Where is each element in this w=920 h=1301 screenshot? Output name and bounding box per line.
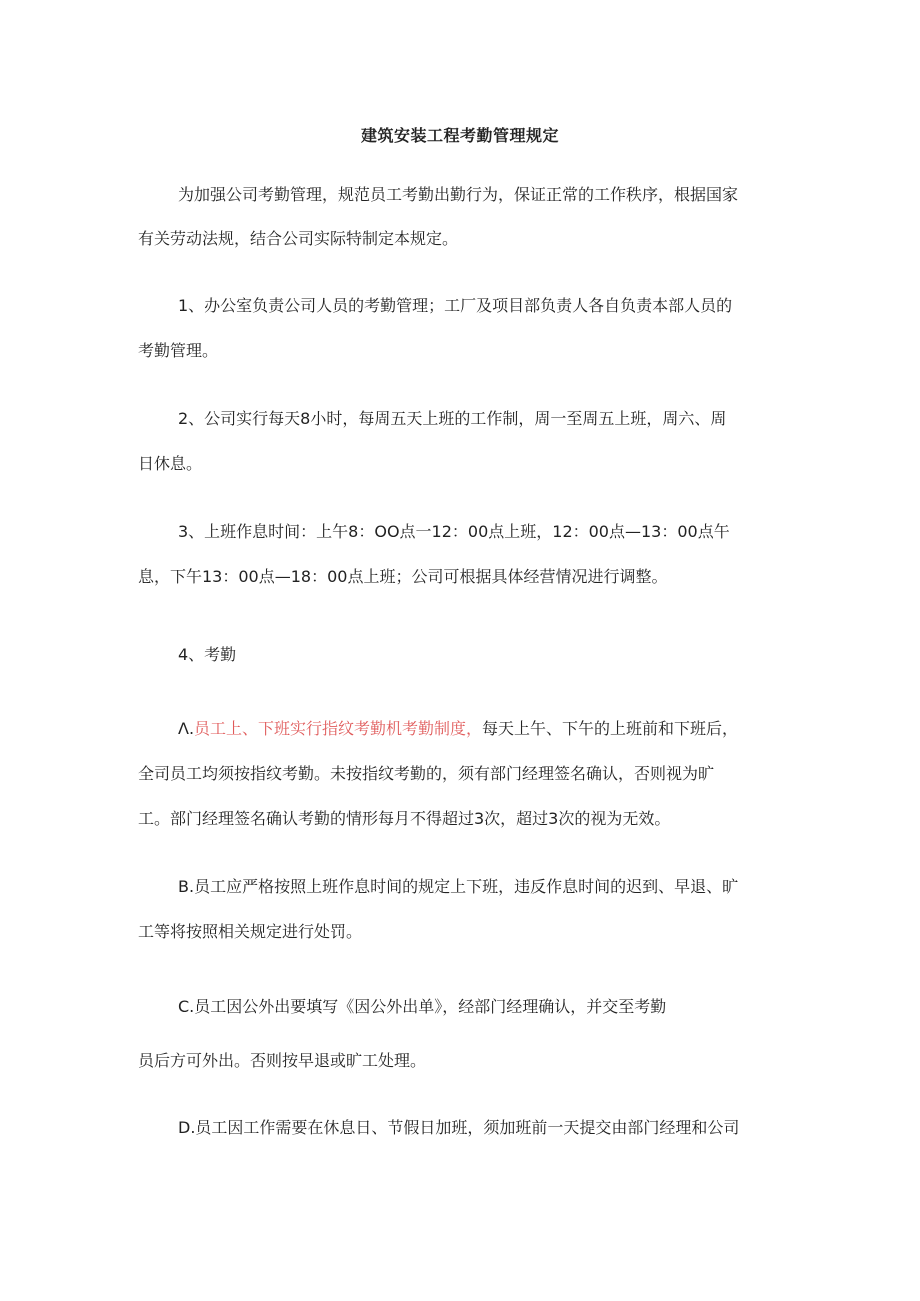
item-2-line-2: 日休息。	[138, 454, 203, 473]
item-b-line-1: B.员工应严格按照上班作息时间的规定上下班，违反作息时间的迟到、早退、旷	[178, 877, 739, 896]
item-c-line-1: C.员工因公外出要填写《因公外出单》，经部门经理确认，并交至考勤	[178, 997, 667, 1016]
item-a-line-1	[178, 719, 738, 739]
item-a-prefix: Λ.	[178, 719, 195, 738]
item-a-rest: 每天上午、下午的上班前和下班后，	[482, 719, 739, 738]
intro-line-2: 有关劳动法规，结合公司实际特制定本规定。	[138, 229, 459, 248]
document-title: 建筑安装工程考勤管理规定	[360, 126, 559, 145]
item-3-line-2: 息，下午13：00点—18：00点上班；公司可根据具体经营情况进行调整。	[138, 567, 668, 586]
item-d-line-1: D.员工因工作需要在休息日、节假日加班，须加班前一天提交由部门经理和公司	[178, 1118, 740, 1137]
item-b-line-2: 工等将按照相关规定进行处罚。	[138, 922, 363, 941]
item-3-line-1: 3、上班作息时间：上午8：OO点一12：00点上班，12：00点—13：00点午	[178, 522, 730, 541]
item-4-heading: 4、考勤	[178, 645, 237, 664]
item-a-highlight: 员工上、下班实行指纹考勤机考勤制度，	[194, 719, 483, 738]
item-1-line-1: 1、办公室负责公司人员的考勤管理；工厂及项目部负责人各自负责本部人员的	[178, 296, 733, 315]
intro-line-1: 为加强公司考勤管理，规范员工考勤出勤行为，保证正常的工作秩序，根据国家	[178, 185, 739, 204]
item-1-line-2: 考勤管理。	[138, 341, 219, 360]
item-a-line-2: 全司员工均须按指纹考勤。未按指纹考勤的，须有部门经理签名确认，否则视为旷	[138, 764, 715, 783]
item-2-line-1: 2、公司实行每天8小时，每周五天上班的工作制，周一至周五上班，周六、周	[178, 409, 727, 428]
item-c-line-2: 员后方可外出。否则按早退或旷工处理。	[138, 1051, 427, 1070]
item-a-line-3: 工。部门经理签名确认考勤的情形每月不得超过3次，超过3次的视为无效。	[138, 809, 671, 828]
